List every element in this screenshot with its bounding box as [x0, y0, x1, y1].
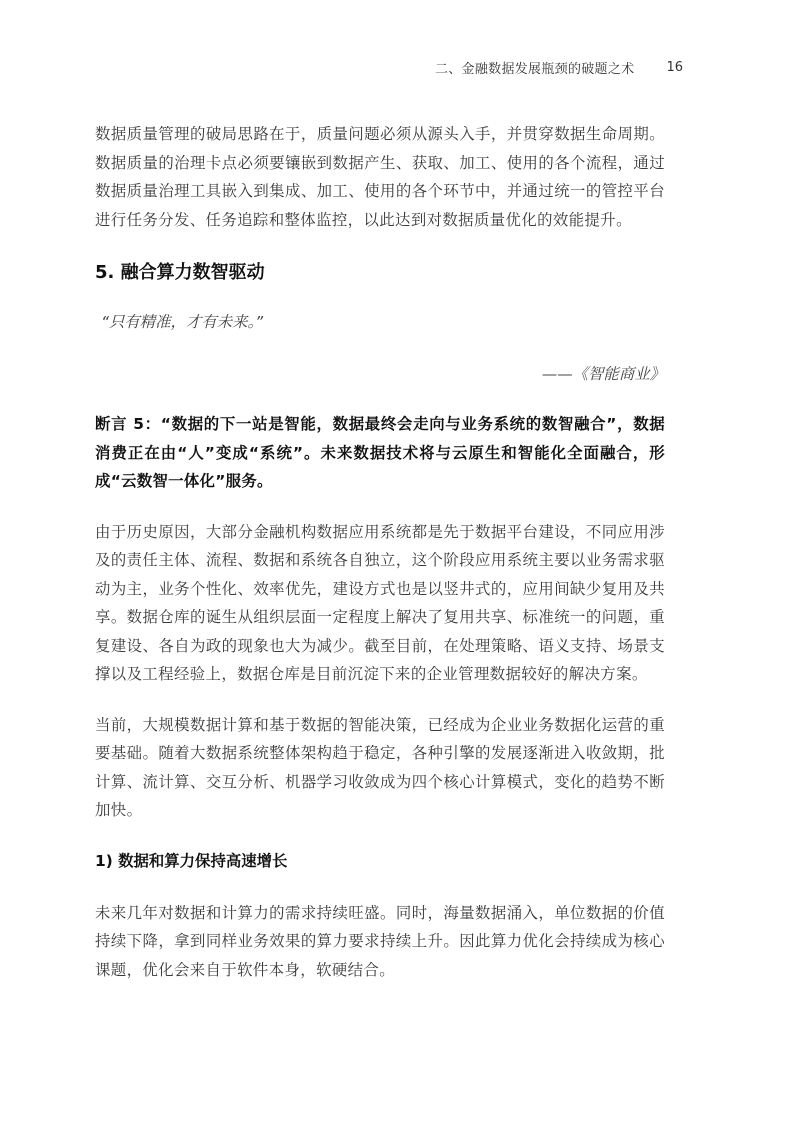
page-header — [435, 58, 683, 77]
history-paragraph: 由于历史原因，大部分金融机构数据应用系统都是先于数据平台建设，不同应用涉及的责任主体、流程、数据和系统各自独立，这个阶段应用系统主要以业务需求驱动为主，业务个性化、效率优先，建设方式也是以竖井式的，应用间缺少复用及共享。数据仓库的诞生从组织层面一定程度上解决了复用共享、标准统一的问题，重复建设、各自为政的现象也大为减少。截至目前，在处理策略、语义支持、场景支撑以及工程经验上，数据仓库是目前沉淀下来的企业管理数据较好的解决方案。 — [95, 522, 665, 683]
section-title: 5. 融合算力数智驱动 — [95, 262, 265, 283]
epigraph-quote: “只有精准，才有未来。” — [101, 313, 264, 331]
page-content — [95, 120, 665, 984]
subsection-title: 1) 数据和算力保持高速增长 — [95, 851, 288, 870]
intro-paragraph: 数据质量管理的破局思路在于，质量问题必须从源头入手，并贯穿数据生命周期。数据质量的治理卡点必须要镶嵌到数据产生、获取、加工、使用的各个流程，通过数据质量治理工具嵌入到集成、加工、使用的各个环节中，并通过统一的管控平台进行任务分发、任务追踪和整体监控，以此达到对数据质量优化的效能提升。 — [95, 125, 665, 229]
chapter-title: 二、金融数据发展瓶颈的破题之术 — [434, 62, 635, 77]
growth-paragraph: 未来几年对数据和计算力的需求持续旺盛。同时，海量数据涌入，单位数据的价值持续下降，拿到同样业务效果的算力要求持续上升。因此算力优化会持续成为核心课题，优化会来自于软件本身，软硬结合。 — [95, 903, 665, 979]
epigraph-source: ——《智能商业》 — [541, 365, 665, 383]
page-number: 16 — [666, 60, 683, 75]
assertion-statement: 断言 5：“数据的下一站是智能，数据最终会走向与业务系统的数智融合”，数据消费正在由“人”变成“系统”。未来数据技术将与云原生和智能化全面融合，形成“云数智一体化”服务。 — [95, 415, 665, 490]
current-paragraph: 当前，大规模数据计算和基于数据的智能决策，已经成为企业业务数据化运营的重要基础。随着大数据系统整体架构趋于稳定，各种引擎的发展逐渐进入收敛期，批计算、流计算、交互分析、机器学习收敛成为四个核心计算模式，变化的趋势不断加快。 — [95, 715, 665, 819]
